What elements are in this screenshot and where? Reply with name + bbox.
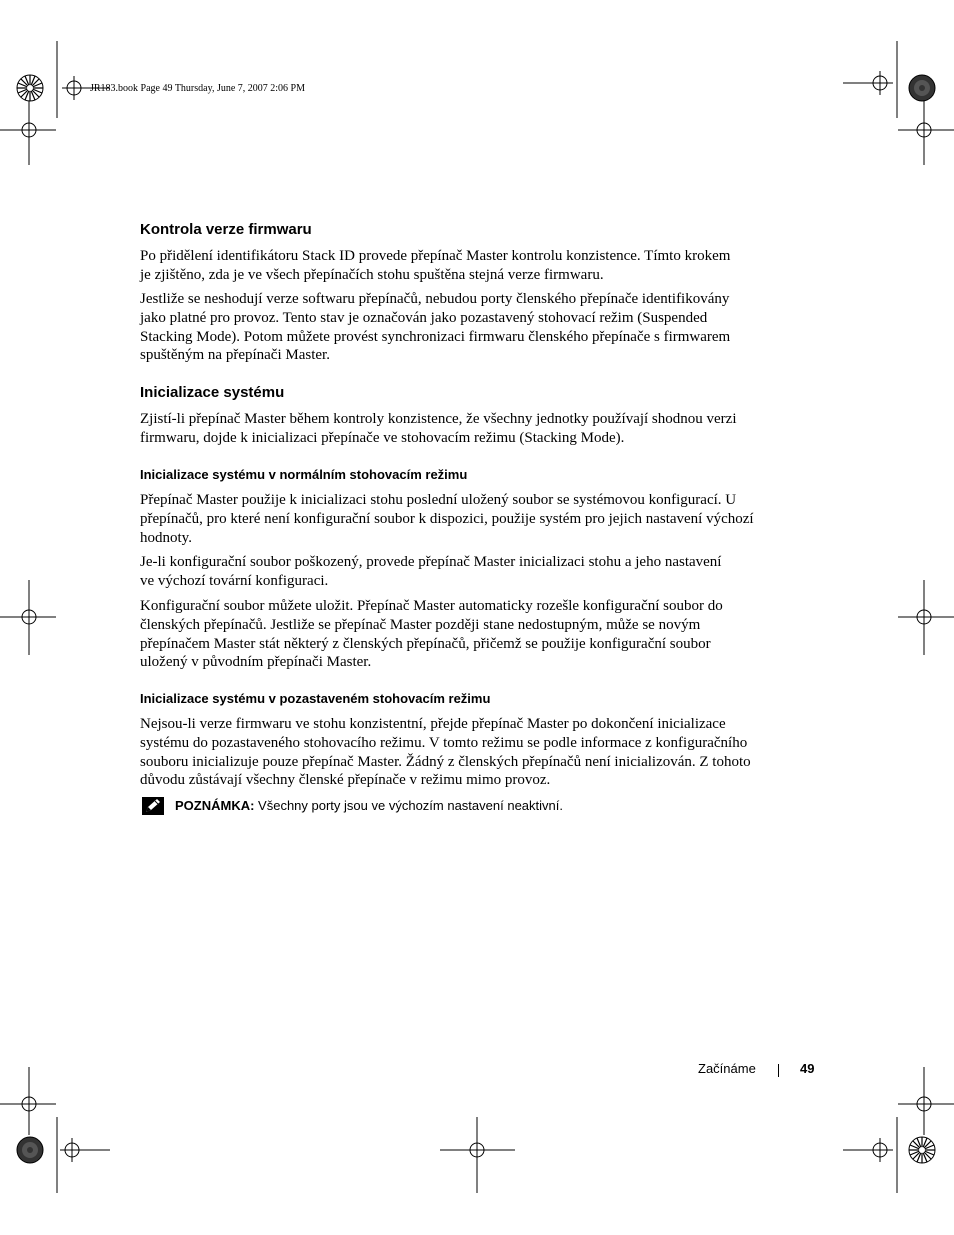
section-heading-firmware: Kontrola verze firmwaru xyxy=(140,221,312,238)
page-footer xyxy=(698,1061,815,1076)
footer-chapter: Začínáme xyxy=(698,1061,756,1076)
registration-rosette-top-left xyxy=(17,75,43,101)
paragraph: Konfigurační soubor můžete uložit. Přepínač Master automaticky rozešle konfigurační soubor do členských přepínačů. Jestliže se přepínač Master později stane nedostupným, může se novým přepínačem Master stát některý z členských přepínačů, přičemž se použije konfigurační soubor uložený v původním přepínači Master. xyxy=(140,598,723,671)
page-number: 49 xyxy=(800,1061,815,1076)
registration-rosette-top-right xyxy=(909,75,935,101)
paragraph: Zjistí-li přepínač Master během kontroly konzistence, že všechny jednotky používají shodnou verzi firmwaru, dojde k inicializaci přepínače ve stohovacím režimu (Stacking Mode). xyxy=(140,411,737,446)
paragraph: Přepínač Master použije k inicializaci stohu poslední uložený soubor se systémovou konfigurací. U přepínačů, pro které není konfigurační soubor k dispozici, použije systém pro jejich nastavení výchozí hodnoty. xyxy=(140,492,754,546)
subsection-heading-normal: Inicializace systému v normálním stohovacím režimu xyxy=(140,467,468,482)
note-text xyxy=(175,796,563,816)
section-heading-init: Inicializace systému xyxy=(140,384,285,401)
subsection-heading-suspended: Inicializace systému v pozastaveném stohovacím režimu xyxy=(140,691,491,706)
note-label: POZNÁMKA: xyxy=(175,798,255,813)
note-body: Všechny porty jsou ve výchozím nastavení neaktivní. xyxy=(254,798,563,813)
paragraph: Nejsou-li verze firmwaru ve stohu konzistentní, přejde přepínač Master po dokončení inicializace systému do pozastaveného stohovacího režimu. V tomto režimu se podle informace z konfiguračního souboru inicializuje pouze přepínač Master. Žádný z členských přepínačů není inicializován. Z tohoto důvodu zůstávají všechny členské přepínače v režimu mimo provoz. xyxy=(140,716,751,789)
footer-separator xyxy=(778,1064,779,1077)
registration-rosette-bottom-left xyxy=(17,1137,43,1163)
paragraph: Jestliže se neshodují verze softwaru přepínačů, nebudou porty členského přepínače identifikovány jako platné pro provoz. Tento stav je označován jako pozastavený stohovací režim (Suspended Stacking Mode). Potom můžete provést synchronizaci firmwaru členského přepínače s firmwarem spuštěným na přepínači Master. xyxy=(140,291,731,364)
paragraph: Po přidělení identifikátoru Stack ID provede přepínač Master kontrolu konzistence. Tímto krokem je zjištěno, zda je ve všech přepínačích stohu spuštěna stejná verze firmwaru. xyxy=(140,248,731,283)
note-pencil-icon xyxy=(142,797,164,815)
print-header: JR183.book Page 49 Thursday, June 7, 2007 2:06 PM xyxy=(90,83,305,94)
registration-rosette-bottom-right xyxy=(909,1137,935,1163)
paragraph: Je-li konfigurační soubor poškozený, provede přepínač Master inicializaci stohu a jeho nastavení ve výchozí tovární konfiguraci. xyxy=(140,554,722,589)
